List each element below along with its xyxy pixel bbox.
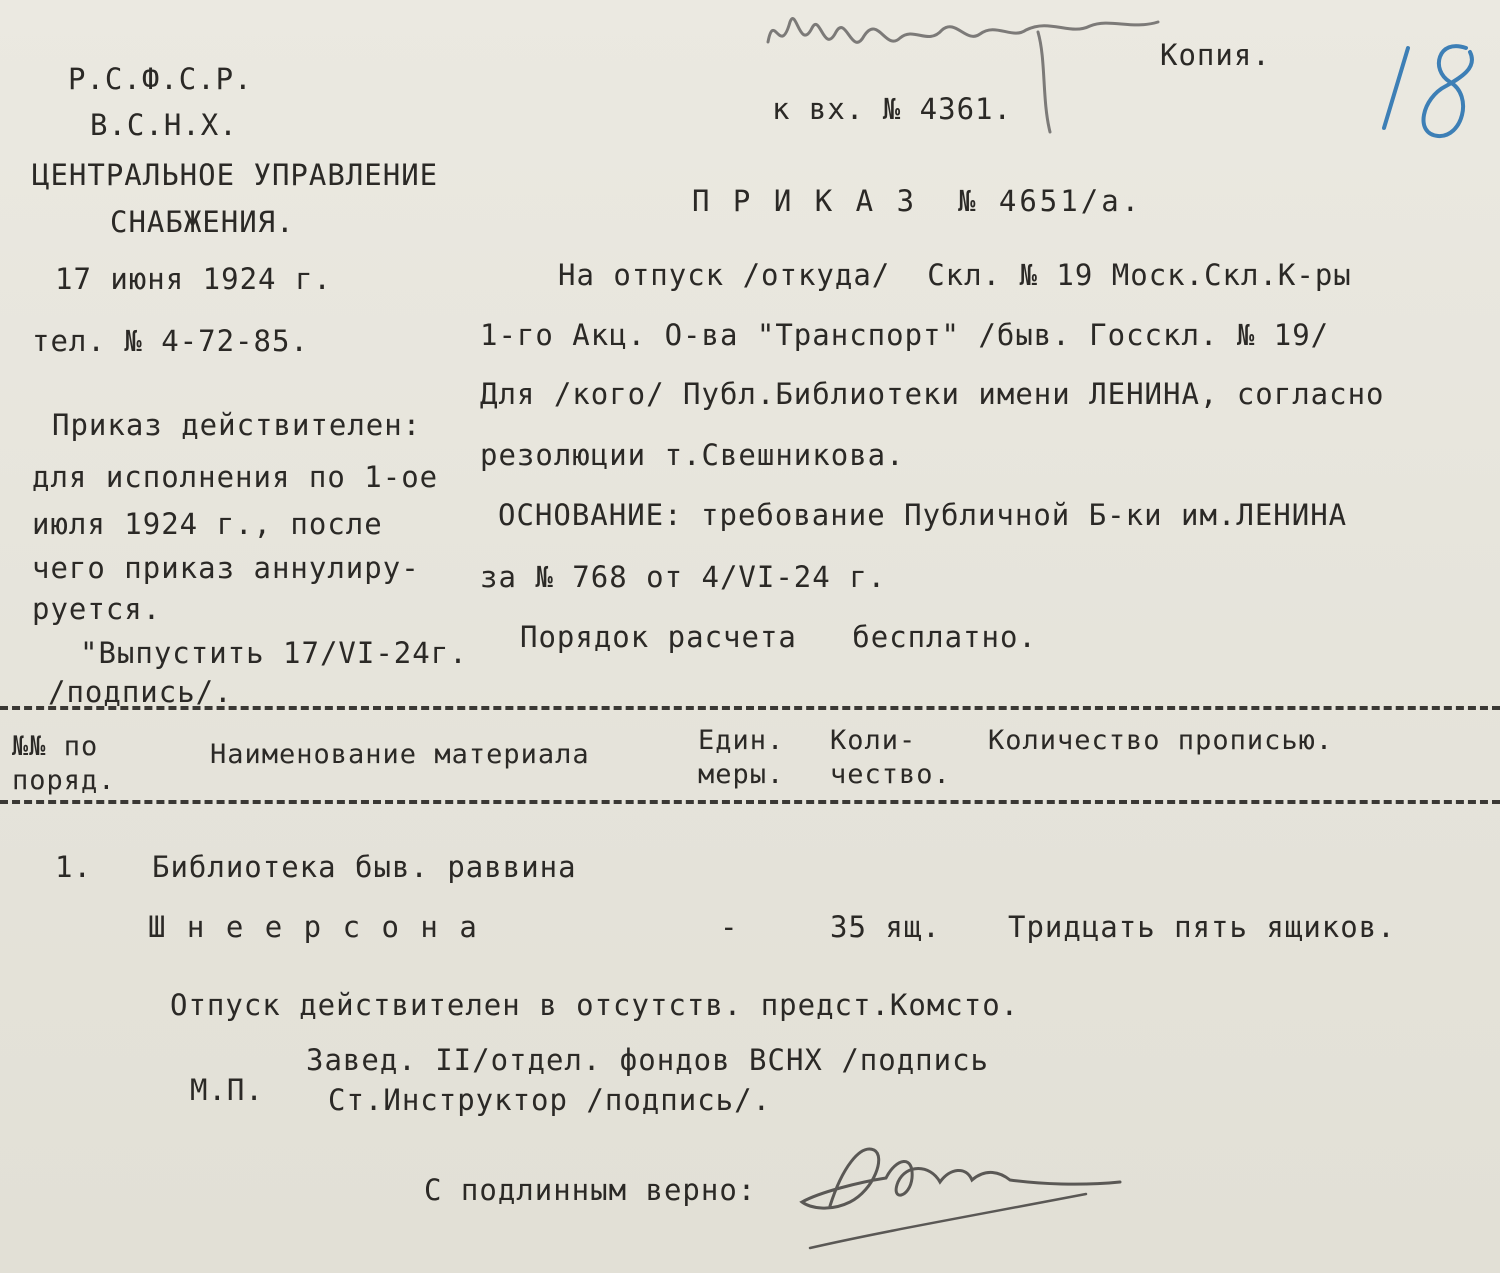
basis-line-2: за № 768 от 4/VI-24 г. — [480, 560, 887, 594]
validity-line-3: июля 1924 г., после — [32, 507, 383, 541]
col-words-header: Количество прописью. — [988, 725, 1334, 756]
body-line-2: 1-го Акц. О-ва "Транспорт" /быв. Госскл. № 19/ — [480, 318, 1330, 352]
department-head-signature: Завед. II/отдел. фондов ВСНХ /подпись — [306, 1043, 990, 1077]
dept-name: ЦЕНТРАЛЬНОЕ УПРАВЛЕНИЕ — [32, 158, 439, 192]
col-qty-header-1: Коли- — [830, 725, 917, 756]
release-instruction: "Выпустить 17/VI-24г. — [80, 636, 468, 670]
release-signature: /подпись/. — [48, 675, 233, 709]
incoming-number: к вх. № 4361. — [772, 92, 1012, 126]
row-number: 1. — [55, 850, 92, 884]
col-unit-header-1: Един. — [698, 725, 785, 756]
seal-place: М.П. — [190, 1073, 264, 1107]
basis-line-1: ОСНОВАНИЕ: требование Публичной Б-ки им.ЛЕНИНА — [498, 498, 1348, 532]
col-num-header-2: поряд. — [12, 765, 116, 796]
phone-number: тел. № 4-72-85. — [32, 324, 309, 358]
table-top-rule — [0, 706, 1500, 710]
row-unit: - — [720, 910, 739, 944]
col-name-header: Наименование материала — [210, 739, 590, 770]
order-title: П Р И К А З № 4651/а. — [692, 184, 1143, 218]
row-item-name-cont: Ш н е е р с о н а — [148, 910, 479, 944]
validity-line-2: для исполнения по 1-ое — [32, 460, 439, 494]
handwritten-pencil-note — [760, 0, 1180, 140]
col-qty-header-2: чество. — [830, 759, 951, 790]
payment-terms: Порядок расчета бесплатно. — [520, 620, 1037, 654]
org-rsfsr: Р.С.Ф.С.Р. — [68, 62, 253, 96]
body-line-1: На отпуск /откуда/ Скл. № 19 Моск.Скл.К-ры — [558, 258, 1352, 292]
instructor-signature: Ст.Инструктор /подпись/. — [328, 1083, 772, 1117]
handwritten-page-number — [1380, 30, 1490, 145]
validity-line-1: Приказ действителен: — [52, 408, 422, 442]
table-header-rule — [0, 800, 1500, 804]
row-quantity-words: Тридцать пять ящиков. — [1008, 910, 1396, 944]
document-date: 17 июня 1924 г. — [55, 262, 332, 296]
validity-line-4: чего приказ аннулиру- — [32, 551, 420, 585]
body-line-3: Для /кого/ Публ.Библиотеки имени ЛЕНИНА, согласно — [480, 377, 1385, 411]
row-quantity: 35 ящ. — [830, 910, 941, 944]
release-note: Отпуск действителен в отсутств. предст.Комсто. — [170, 988, 1020, 1022]
validity-line-5: руется. — [32, 592, 162, 626]
certified-copy-label: С подлинным верно: — [424, 1173, 757, 1207]
col-num-header-1: №№ по — [12, 731, 99, 762]
copy-mark: Копия. — [1160, 38, 1271, 72]
dept-name-cont: СНАБЖЕНИЯ. — [110, 205, 295, 239]
certification-signature — [790, 1128, 1130, 1258]
row-item-name: Библиотека быв. раввина — [152, 850, 577, 884]
org-vsnh: В.С.Н.Х. — [90, 108, 238, 142]
body-line-4: резолюции т.Свешникова. — [480, 438, 905, 472]
col-unit-header-2: меры. — [698, 759, 785, 790]
